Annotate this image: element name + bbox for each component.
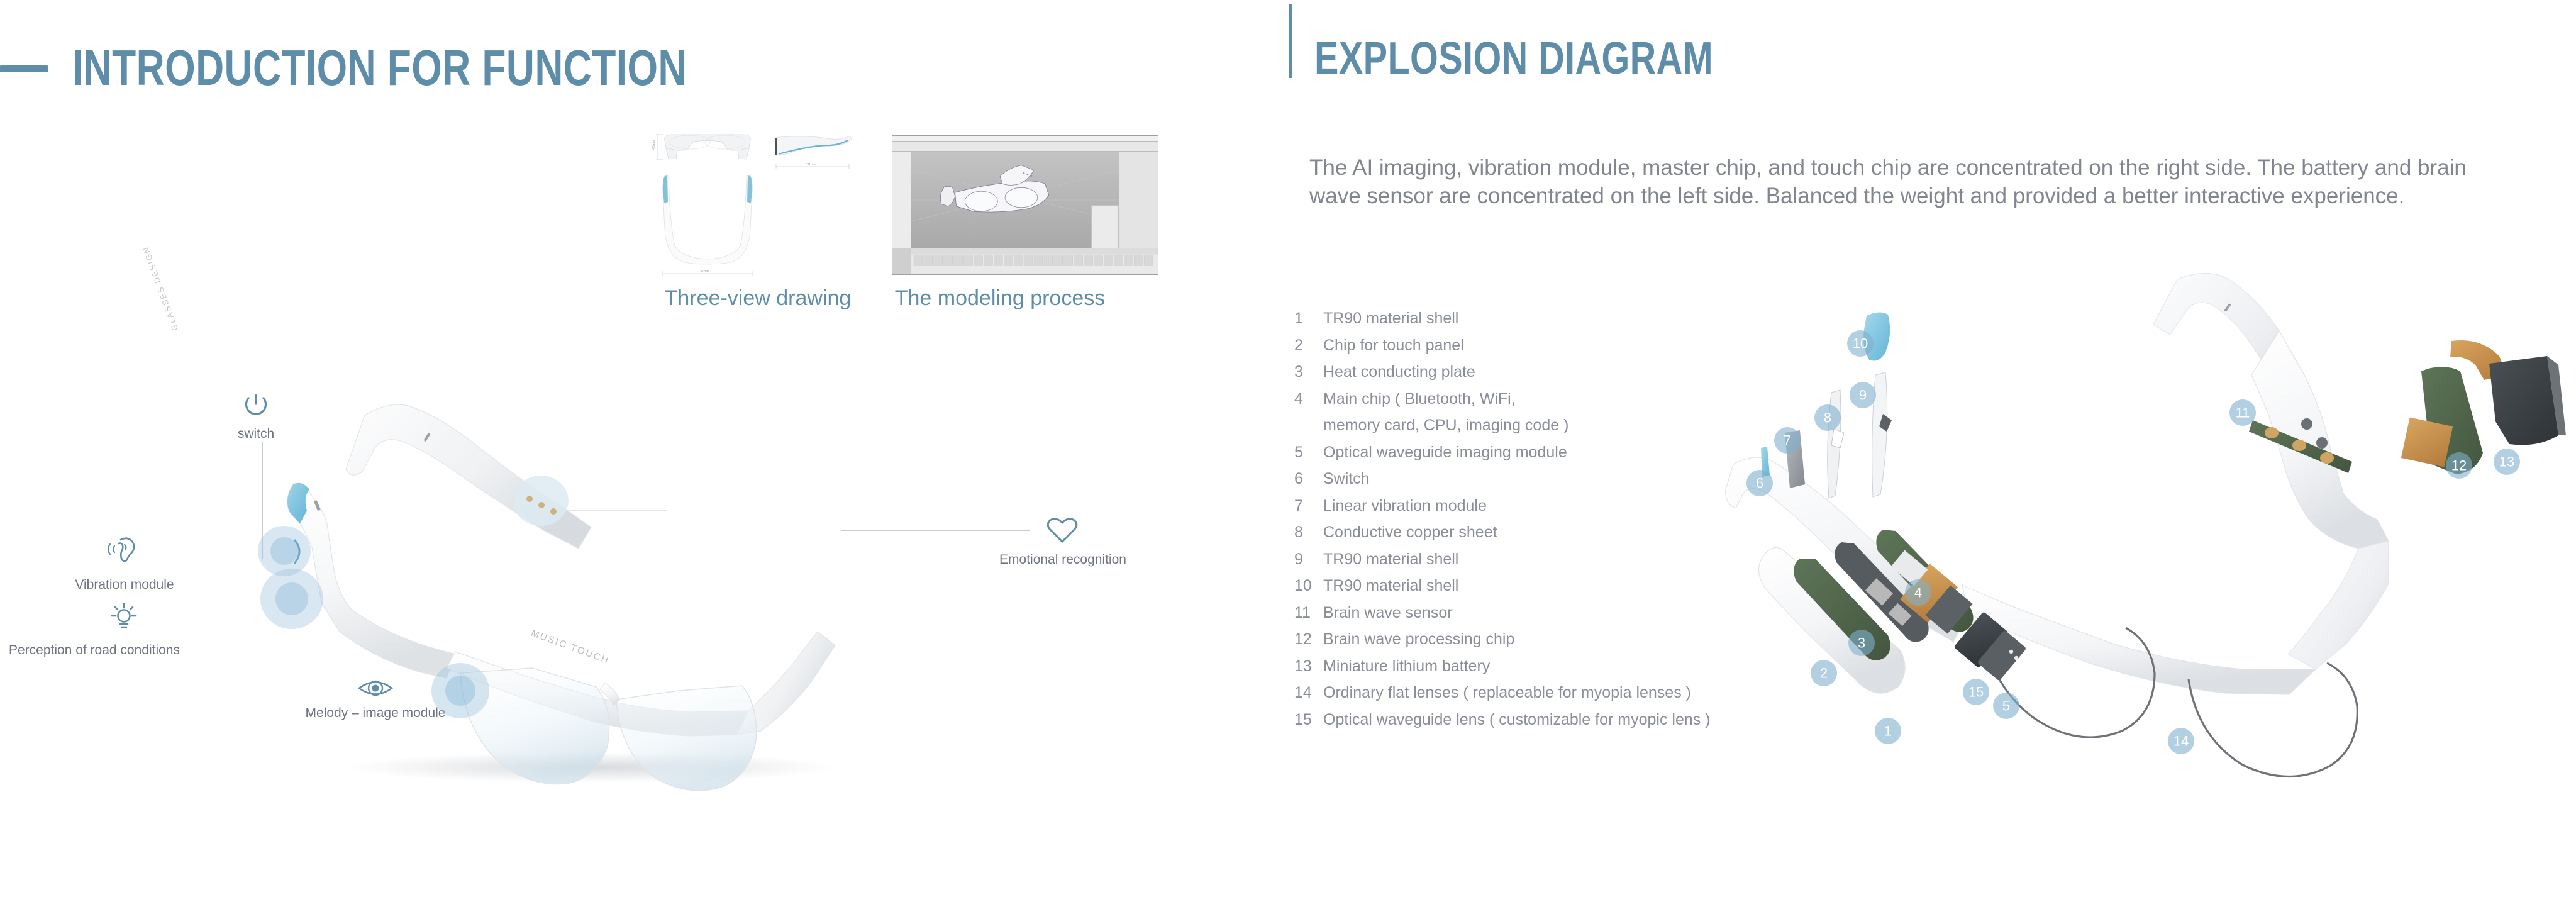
parts-list-item-label: Switch (1323, 470, 1370, 488)
hero-glasses-render (239, 377, 1025, 793)
callout-badge-number: 6 (1755, 475, 1764, 491)
feature-label-vibration-module: Vibration module (75, 577, 174, 592)
product-brand-text: MUSIC TOUCH (530, 628, 611, 667)
callout-badge-number: 7 (1783, 432, 1792, 448)
page-title-right: EXPLOSION DIAGRAM (1314, 33, 1714, 84)
feature-label-emotional-recognition: Emotional recognition (999, 552, 1126, 567)
parts-list-item-number: 1 (1294, 309, 1303, 327)
parts-list-item-number: 15 (1294, 710, 1312, 728)
parts-list-item-label: Conductive copper sheet (1323, 523, 1497, 541)
parts-list-item-label: Optical waveguide lens ( customizable for myopic lens ) (1323, 710, 1711, 728)
three-view-drawing-thumb[interactable] (651, 129, 764, 280)
side-view-drawing-thumb[interactable] (772, 130, 854, 174)
callout-badge-number: 4 (1914, 584, 1923, 601)
callout-badge-number: 2 (1819, 665, 1828, 681)
parts-list-item-number: 7 (1294, 496, 1303, 515)
parts-list-item-label: Main chip ( Bluetooth, WiFi, (1323, 389, 1516, 408)
parts-list-item-label: Miniature lithium battery (1323, 657, 1491, 675)
callout-badge-number: 1 (1884, 723, 1892, 739)
cad-material-tray (911, 248, 1158, 274)
ear-sound-icon (106, 535, 141, 564)
parts-list-item-number: 10 (1294, 577, 1312, 594)
parts-list-item-label: Heat conducting plate (1323, 363, 1475, 381)
cad-toolbar (892, 142, 1158, 152)
parts-list-item-label: Ordinary flat lenses ( replaceable for myopia lenses ) (1323, 684, 1691, 701)
intro-paragraph: The AI imaging, vibration module, master chip, and touch chip are concentrated on the right side. The battery and brain wave sensor are concentrated on the left side. Balanced the weight and provided a better interactive experience. (1309, 155, 2467, 208)
right-title-rule (1289, 4, 1292, 78)
callout-badge-number: 11 (2235, 404, 2250, 421)
parts-list-item-number: 2 (1294, 336, 1303, 354)
callout-badge-number: 15 (1968, 684, 1984, 700)
parts-list-item-number: 13 (1294, 657, 1312, 675)
callout-badge-number: 9 (1858, 387, 1867, 403)
parts-list-item-label-continued: memory card, CPU, imaging code ) (1323, 416, 1569, 434)
parts-list-item-label: Chip for touch panel (1323, 336, 1464, 354)
parts-list-item-label: TR90 material shell (1323, 550, 1459, 568)
parts-list-item-number: 6 (1294, 470, 1303, 488)
parts-list-item-label: Linear vibration module (1323, 496, 1487, 515)
cad-left-toolbar (892, 152, 911, 248)
callout-badge-number: 13 (2499, 454, 2515, 470)
parts-list-item-number: 5 (1294, 443, 1303, 461)
svg-text:131mm: 131mm (805, 163, 817, 167)
parts-list-item-number: 12 (1294, 630, 1312, 648)
svg-text:42mm: 42mm (652, 140, 656, 150)
heart-icon (1045, 515, 1079, 545)
title-dash-decoration (0, 65, 48, 72)
parts-list-item-label: Brain wave sensor (1323, 603, 1453, 621)
callout-badge-number: 14 (2173, 733, 2189, 749)
feature-label-road-conditions: Perception of road conditions (8, 643, 180, 657)
parts-list-item-number: 9 (1294, 550, 1303, 568)
callout-badge-number: 8 (1823, 410, 1832, 426)
feature-label-melody-image-module: Melody – image module (305, 706, 446, 720)
callout-badge-number: 3 (1857, 635, 1866, 651)
callout-badge-number: 5 (2002, 698, 2011, 714)
svg-text:137mm: 137mm (698, 270, 710, 274)
left-panel (0, 0, 1270, 897)
lightbulb-icon (107, 601, 141, 631)
parts-list-item-number: 3 (1294, 363, 1303, 381)
callout-badge-number: 10 (1852, 335, 1868, 352)
exploded-diagram-render (1711, 264, 2576, 830)
parts-list-item-label: Brain wave processing chip (1323, 630, 1515, 648)
cad-right-panel (1119, 152, 1158, 248)
feature-label-switch: switch (237, 426, 275, 441)
modeling-process-thumb[interactable] (892, 135, 1158, 275)
callout-badge-number: 12 (2451, 457, 2467, 474)
parts-list-item-number: 4 (1294, 389, 1303, 408)
cad-viewport (911, 152, 1119, 248)
page-title-left: INTRODUCTION FOR FUNCTION (72, 40, 687, 96)
thumb-caption-three-view: Three-view drawing (664, 286, 852, 310)
parts-list-item-label: Optical waveguide imaging module (1323, 443, 1567, 461)
temple-brand-text: GLASSES DESIGN (140, 245, 180, 332)
parts-list-item-number: 14 (1294, 684, 1312, 701)
parts-list-item-label: TR90 material shell (1323, 309, 1459, 327)
parts-list-item-number: 8 (1294, 523, 1303, 541)
parts-list-item-number: 11 (1294, 603, 1311, 621)
cad-menubar (892, 136, 1158, 142)
parts-list-item-label: TR90 material shell (1323, 577, 1459, 594)
thumb-caption-modeling: The modeling process (894, 286, 1106, 310)
